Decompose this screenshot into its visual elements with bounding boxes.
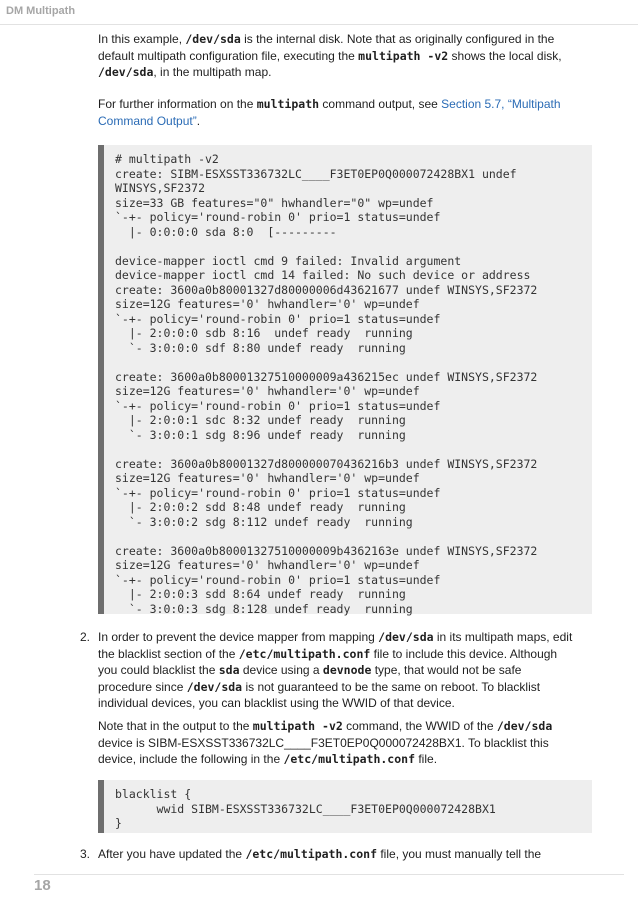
inline-code: /dev/sda <box>186 679 243 694</box>
text: is the internal disk. Note that as originally configured in the default multipath configuration file, executing the <box>98 32 555 63</box>
text: After you have updated the <box>98 847 246 861</box>
text: is not guaranteed to be the same on reboot. To blacklist individual devices, you can blacklist using the WWID of that device. <box>98 679 541 710</box>
text: command output, see <box>319 97 442 111</box>
text: . <box>196 113 201 128</box>
intro-paragraph <box>98 31 576 81</box>
multipath-output-code-block <box>98 145 592 614</box>
code-text: # multipath -v2 create: SIBM-ESXSST336732LC____F3ET0EP0Q000072428BX1 undef WINSYS,SF2372 size=33 GB features="0" hwhandler="0" wp=undef `-+- policy='round-robin 0' prio=1 status=undef |- 0:0:0:0 sda 8:0 [--------- device-mapper ioctl cmd 9 failed: Invalid argument device-mapper ioctl cmd 14 failed: No such device or address create: 3600a0b80001327d80000006d43621677 undef WINSYS,SF2372 size=12G features='0' hwhandler='0' wp=undef `-+- policy='round-robin 0' prio=1 status=undef |- 2:0:0:0 sdb 8:16 undef ready running `- 3:0:0:0 sdf 8:80 undef ready running create: 3600a0b80001327510000009a436215ec undef WINSYS,SF2372 size=12G features='0' hwhandler='0' wp=undef `-+- policy='round-robin 0' prio=1 status=undef |- 2:0:0:1 sdc 8:32 undef ready running `- 3:0:0:1 sdg 8:96 undef ready running create: 3600a0b80001327d800000070436216b3 undef WINSYS,SF2372 size=12G features='0' hwhandler='0' wp=undef `-+- policy='round-robin 0' prio=1 status=undef |- 2:0:0:2 sdd 8:48 undef ready running `- 3:0:0:2 sdg 8:112 undef ready running create: 3600a0b80001327510000009b4362163e undef WINSYS,SF2372 size=12G features='0' hwhandler='0' wp=undef `-+- policy='round-robin 0' prio=1 status=undef |- 2:0:0:3 sdd 8:64 undef ready running `- 3:0:0:3 sdg 8:128 undef ready running <box>115 152 538 616</box>
inline-code: /etc/multipath.conf <box>283 752 416 766</box>
inline-code: multipath -v2 <box>252 719 343 733</box>
wwid-note-paragraph <box>98 718 576 768</box>
inline-code: devnode <box>322 663 372 677</box>
section-link[interactable]: Section 5.7, “Multipath Command Output” <box>98 97 561 128</box>
text: in its multipath maps, edit the blacklist section of the <box>98 630 573 661</box>
text: file, you must manually tell the <box>377 847 542 861</box>
text: For further information on the <box>98 97 257 111</box>
step-3-paragraph <box>98 846 576 863</box>
inline-code: /dev/sda <box>98 65 154 79</box>
text: command, the WWID of the <box>342 719 497 733</box>
text: shows the local disk, <box>448 48 562 63</box>
text: file. <box>415 752 438 766</box>
inline-code: sda <box>218 663 240 677</box>
text: device is SIBM-ESXSST336732LC____F3ET0EP0Q000072428BX1. To blacklist this device, include the following in the <box>98 735 549 766</box>
step-3-number: 3. <box>80 847 91 861</box>
text: Note that in the output to the <box>98 719 253 733</box>
code-text: blacklist { wwid SIBM-ESXSST336732LC____F3ET0EP0Q000072428BX1 } <box>115 787 496 830</box>
text: , in the multipath map. <box>153 65 272 79</box>
running-header <box>0 0 638 25</box>
text: device using a <box>239 663 323 677</box>
inline-code: /dev/sda <box>185 32 241 46</box>
step-2-paragraph <box>98 629 576 712</box>
footer-divider <box>34 874 624 875</box>
inline-code: /etc/multipath.conf <box>238 646 371 661</box>
inline-code: /etc/multipath.conf <box>245 847 378 861</box>
step-2-number: 2. <box>80 630 91 644</box>
text: file to include this device. Although you could blacklist the <box>98 646 558 677</box>
further-info-paragraph <box>98 96 576 129</box>
inline-code: multipath <box>256 97 320 111</box>
blacklist-code-block <box>98 780 592 833</box>
page-number: 18 <box>34 877 51 894</box>
inline-code: /dev/sda <box>496 719 553 733</box>
running-title: DM Multipath <box>6 5 76 17</box>
text: In this example, <box>98 32 186 46</box>
inline-code: /dev/sda <box>378 630 434 644</box>
text: In order to prevent the device mapper from mapping <box>98 630 379 644</box>
inline-code: multipath -v2 <box>358 48 449 63</box>
text: type, that would not be safe procedure since <box>98 663 522 694</box>
